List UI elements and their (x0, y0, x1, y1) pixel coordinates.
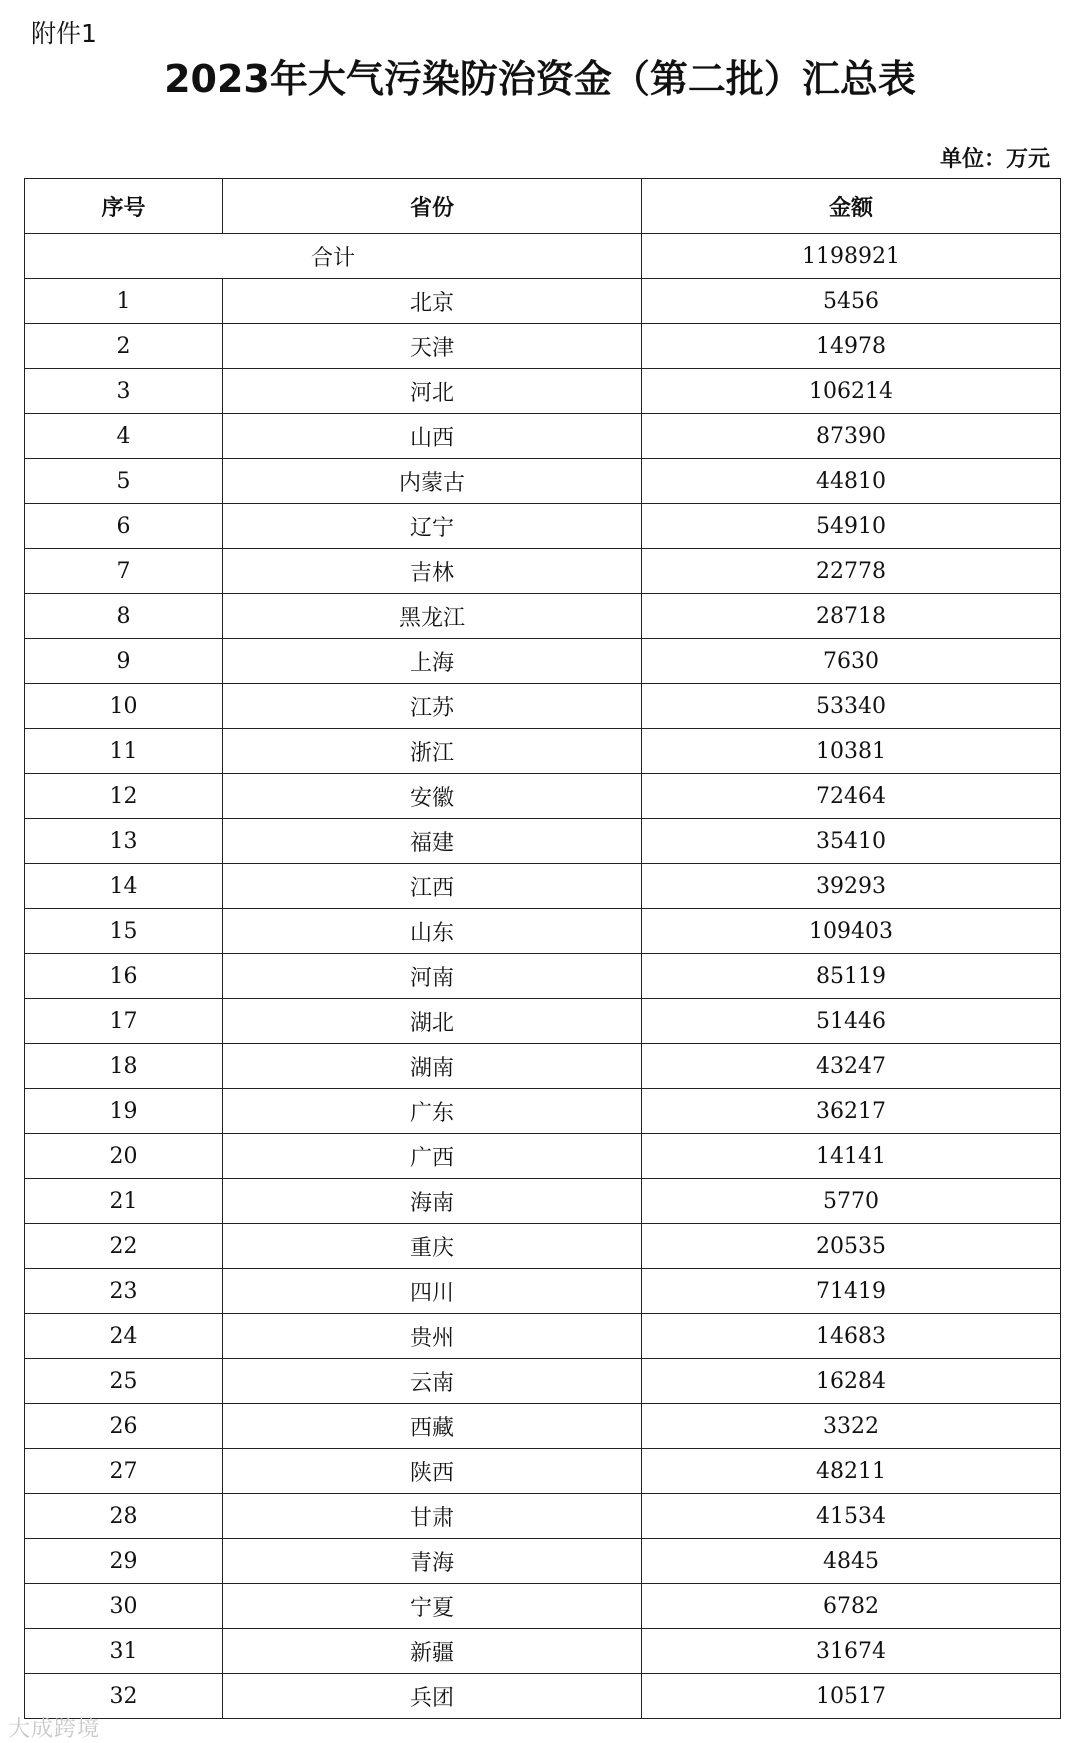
cell-serial-number: 27 (25, 1449, 223, 1494)
table-row (25, 1629, 1061, 1674)
cell-province: 安徽 (223, 774, 642, 819)
cell-serial-number: 11 (25, 729, 223, 774)
cell-province: 海南 (223, 1179, 642, 1224)
cell-amount: 3322 (642, 1404, 1061, 1449)
cell-serial-number: 2 (25, 324, 223, 369)
cell-province: 山东 (223, 909, 642, 954)
cell-serial-number: 23 (25, 1269, 223, 1314)
cell-province: 湖南 (223, 1044, 642, 1089)
cell-province: 兵团 (223, 1674, 642, 1719)
cell-serial-number: 15 (25, 909, 223, 954)
cell-province: 湖北 (223, 999, 642, 1044)
cell-serial-number: 6 (25, 504, 223, 549)
cell-amount: 48211 (642, 1449, 1061, 1494)
cell-amount: 4845 (642, 1539, 1061, 1584)
cell-serial-number: 18 (25, 1044, 223, 1089)
cell-amount: 87390 (642, 414, 1061, 459)
cell-province: 西藏 (223, 1404, 642, 1449)
table-row (25, 1359, 1061, 1404)
cell-province: 新疆 (223, 1629, 642, 1674)
cell-amount: 14141 (642, 1134, 1061, 1179)
cell-province: 河北 (223, 369, 642, 414)
cell-amount: 39293 (642, 864, 1061, 909)
cell-province: 江西 (223, 864, 642, 909)
table-row (25, 1044, 1061, 1089)
table-row (25, 1404, 1061, 1449)
cell-province: 北京 (223, 279, 642, 324)
total-amount: 1198921 (642, 234, 1061, 279)
cell-province: 辽宁 (223, 504, 642, 549)
cell-serial-number: 1 (25, 279, 223, 324)
table-row (25, 549, 1061, 594)
cell-amount: 109403 (642, 909, 1061, 954)
table-row (25, 1584, 1061, 1629)
cell-amount: 6782 (642, 1584, 1061, 1629)
cell-serial-number: 17 (25, 999, 223, 1044)
cell-amount: 20535 (642, 1224, 1061, 1269)
cell-amount: 5456 (642, 279, 1061, 324)
cell-amount: 16284 (642, 1359, 1061, 1404)
cell-amount: 54910 (642, 504, 1061, 549)
cell-amount: 36217 (642, 1089, 1061, 1134)
table-row (25, 639, 1061, 684)
table-row (25, 279, 1061, 324)
cell-amount: 22778 (642, 549, 1061, 594)
cell-province: 宁夏 (223, 1584, 642, 1629)
table-row (25, 1179, 1061, 1224)
table-row (25, 1089, 1061, 1134)
cell-province: 河南 (223, 954, 642, 999)
cell-province: 内蒙古 (223, 459, 642, 504)
cell-province: 上海 (223, 639, 642, 684)
header-serial-number: 序号 (25, 179, 223, 234)
table-row (25, 369, 1061, 414)
cell-amount: 5770 (642, 1179, 1061, 1224)
cell-serial-number: 26 (25, 1404, 223, 1449)
cell-province: 四川 (223, 1269, 642, 1314)
cell-serial-number: 14 (25, 864, 223, 909)
table-row (25, 1674, 1061, 1719)
watermark-text: 大成跨境 (8, 1717, 101, 1742)
header-amount: 金额 (642, 179, 1061, 234)
cell-province: 重庆 (223, 1224, 642, 1269)
cell-province: 山西 (223, 414, 642, 459)
table-row (25, 1539, 1061, 1584)
cell-serial-number: 12 (25, 774, 223, 819)
cell-serial-number: 25 (25, 1359, 223, 1404)
cell-serial-number: 28 (25, 1494, 223, 1539)
cell-province: 云南 (223, 1359, 642, 1404)
table-row (25, 414, 1061, 459)
cell-amount: 28718 (642, 594, 1061, 639)
page-title: 2023年大气污染防治资金（第二批）汇总表 (164, 57, 916, 101)
cell-province: 甘肃 (223, 1494, 642, 1539)
cell-amount: 10517 (642, 1674, 1061, 1719)
cell-province: 江苏 (223, 684, 642, 729)
cell-serial-number: 32 (25, 1674, 223, 1719)
total-label: 合计 (25, 234, 642, 279)
cell-province: 贵州 (223, 1314, 642, 1359)
table-row (25, 684, 1061, 729)
table-row (25, 1269, 1061, 1314)
cell-serial-number: 29 (25, 1539, 223, 1584)
table-row (25, 864, 1061, 909)
table-row (25, 909, 1061, 954)
cell-amount: 106214 (642, 369, 1061, 414)
table-row (25, 729, 1061, 774)
cell-serial-number: 31 (25, 1629, 223, 1674)
unit-label: 单位：万元 (939, 147, 1050, 172)
cell-amount: 72464 (642, 774, 1061, 819)
table-row (25, 324, 1061, 369)
cell-province: 浙江 (223, 729, 642, 774)
cell-amount: 85119 (642, 954, 1061, 999)
cell-province: 福建 (223, 819, 642, 864)
cell-amount: 14683 (642, 1314, 1061, 1359)
header-province: 省份 (223, 179, 642, 234)
table-row (25, 594, 1061, 639)
table-row (25, 504, 1061, 549)
cell-serial-number: 13 (25, 819, 223, 864)
cell-serial-number: 16 (25, 954, 223, 999)
cell-amount: 71419 (642, 1269, 1061, 1314)
cell-amount: 7630 (642, 639, 1061, 684)
table-row (25, 819, 1061, 864)
cell-amount: 31674 (642, 1629, 1061, 1674)
cell-amount: 10381 (642, 729, 1061, 774)
table-row (25, 459, 1061, 504)
cell-serial-number: 7 (25, 549, 223, 594)
cell-province: 广西 (223, 1134, 642, 1179)
cell-province: 天津 (223, 324, 642, 369)
cell-serial-number: 8 (25, 594, 223, 639)
cell-serial-number: 20 (25, 1134, 223, 1179)
cell-serial-number: 24 (25, 1314, 223, 1359)
attachment-label: 附件1 (31, 19, 97, 48)
cell-serial-number: 21 (25, 1179, 223, 1224)
cell-serial-number: 5 (25, 459, 223, 504)
cell-amount: 35410 (642, 819, 1061, 864)
cell-amount: 14978 (642, 324, 1061, 369)
cell-province: 吉林 (223, 549, 642, 594)
cell-amount: 53340 (642, 684, 1061, 729)
total-row (25, 234, 1061, 279)
cell-province: 陕西 (223, 1449, 642, 1494)
table-row (25, 1224, 1061, 1269)
cell-serial-number: 4 (25, 414, 223, 459)
cell-serial-number: 22 (25, 1224, 223, 1269)
table-row (25, 954, 1061, 999)
cell-serial-number: 19 (25, 1089, 223, 1134)
cell-amount: 44810 (642, 459, 1061, 504)
funding-summary-table (24, 178, 1061, 1719)
table-row (25, 1494, 1061, 1539)
cell-serial-number: 30 (25, 1584, 223, 1629)
cell-amount: 43247 (642, 1044, 1061, 1089)
cell-province: 广东 (223, 1089, 642, 1134)
table-row (25, 1449, 1061, 1494)
table-row (25, 1314, 1061, 1359)
cell-amount: 41534 (642, 1494, 1061, 1539)
table-row (25, 1134, 1061, 1179)
cell-serial-number: 9 (25, 639, 223, 684)
table-header-row (25, 179, 1061, 234)
table-row (25, 999, 1061, 1044)
table-row (25, 774, 1061, 819)
cell-province: 青海 (223, 1539, 642, 1584)
cell-amount: 51446 (642, 999, 1061, 1044)
cell-serial-number: 3 (25, 369, 223, 414)
cell-province: 黑龙江 (223, 594, 642, 639)
cell-serial-number: 10 (25, 684, 223, 729)
